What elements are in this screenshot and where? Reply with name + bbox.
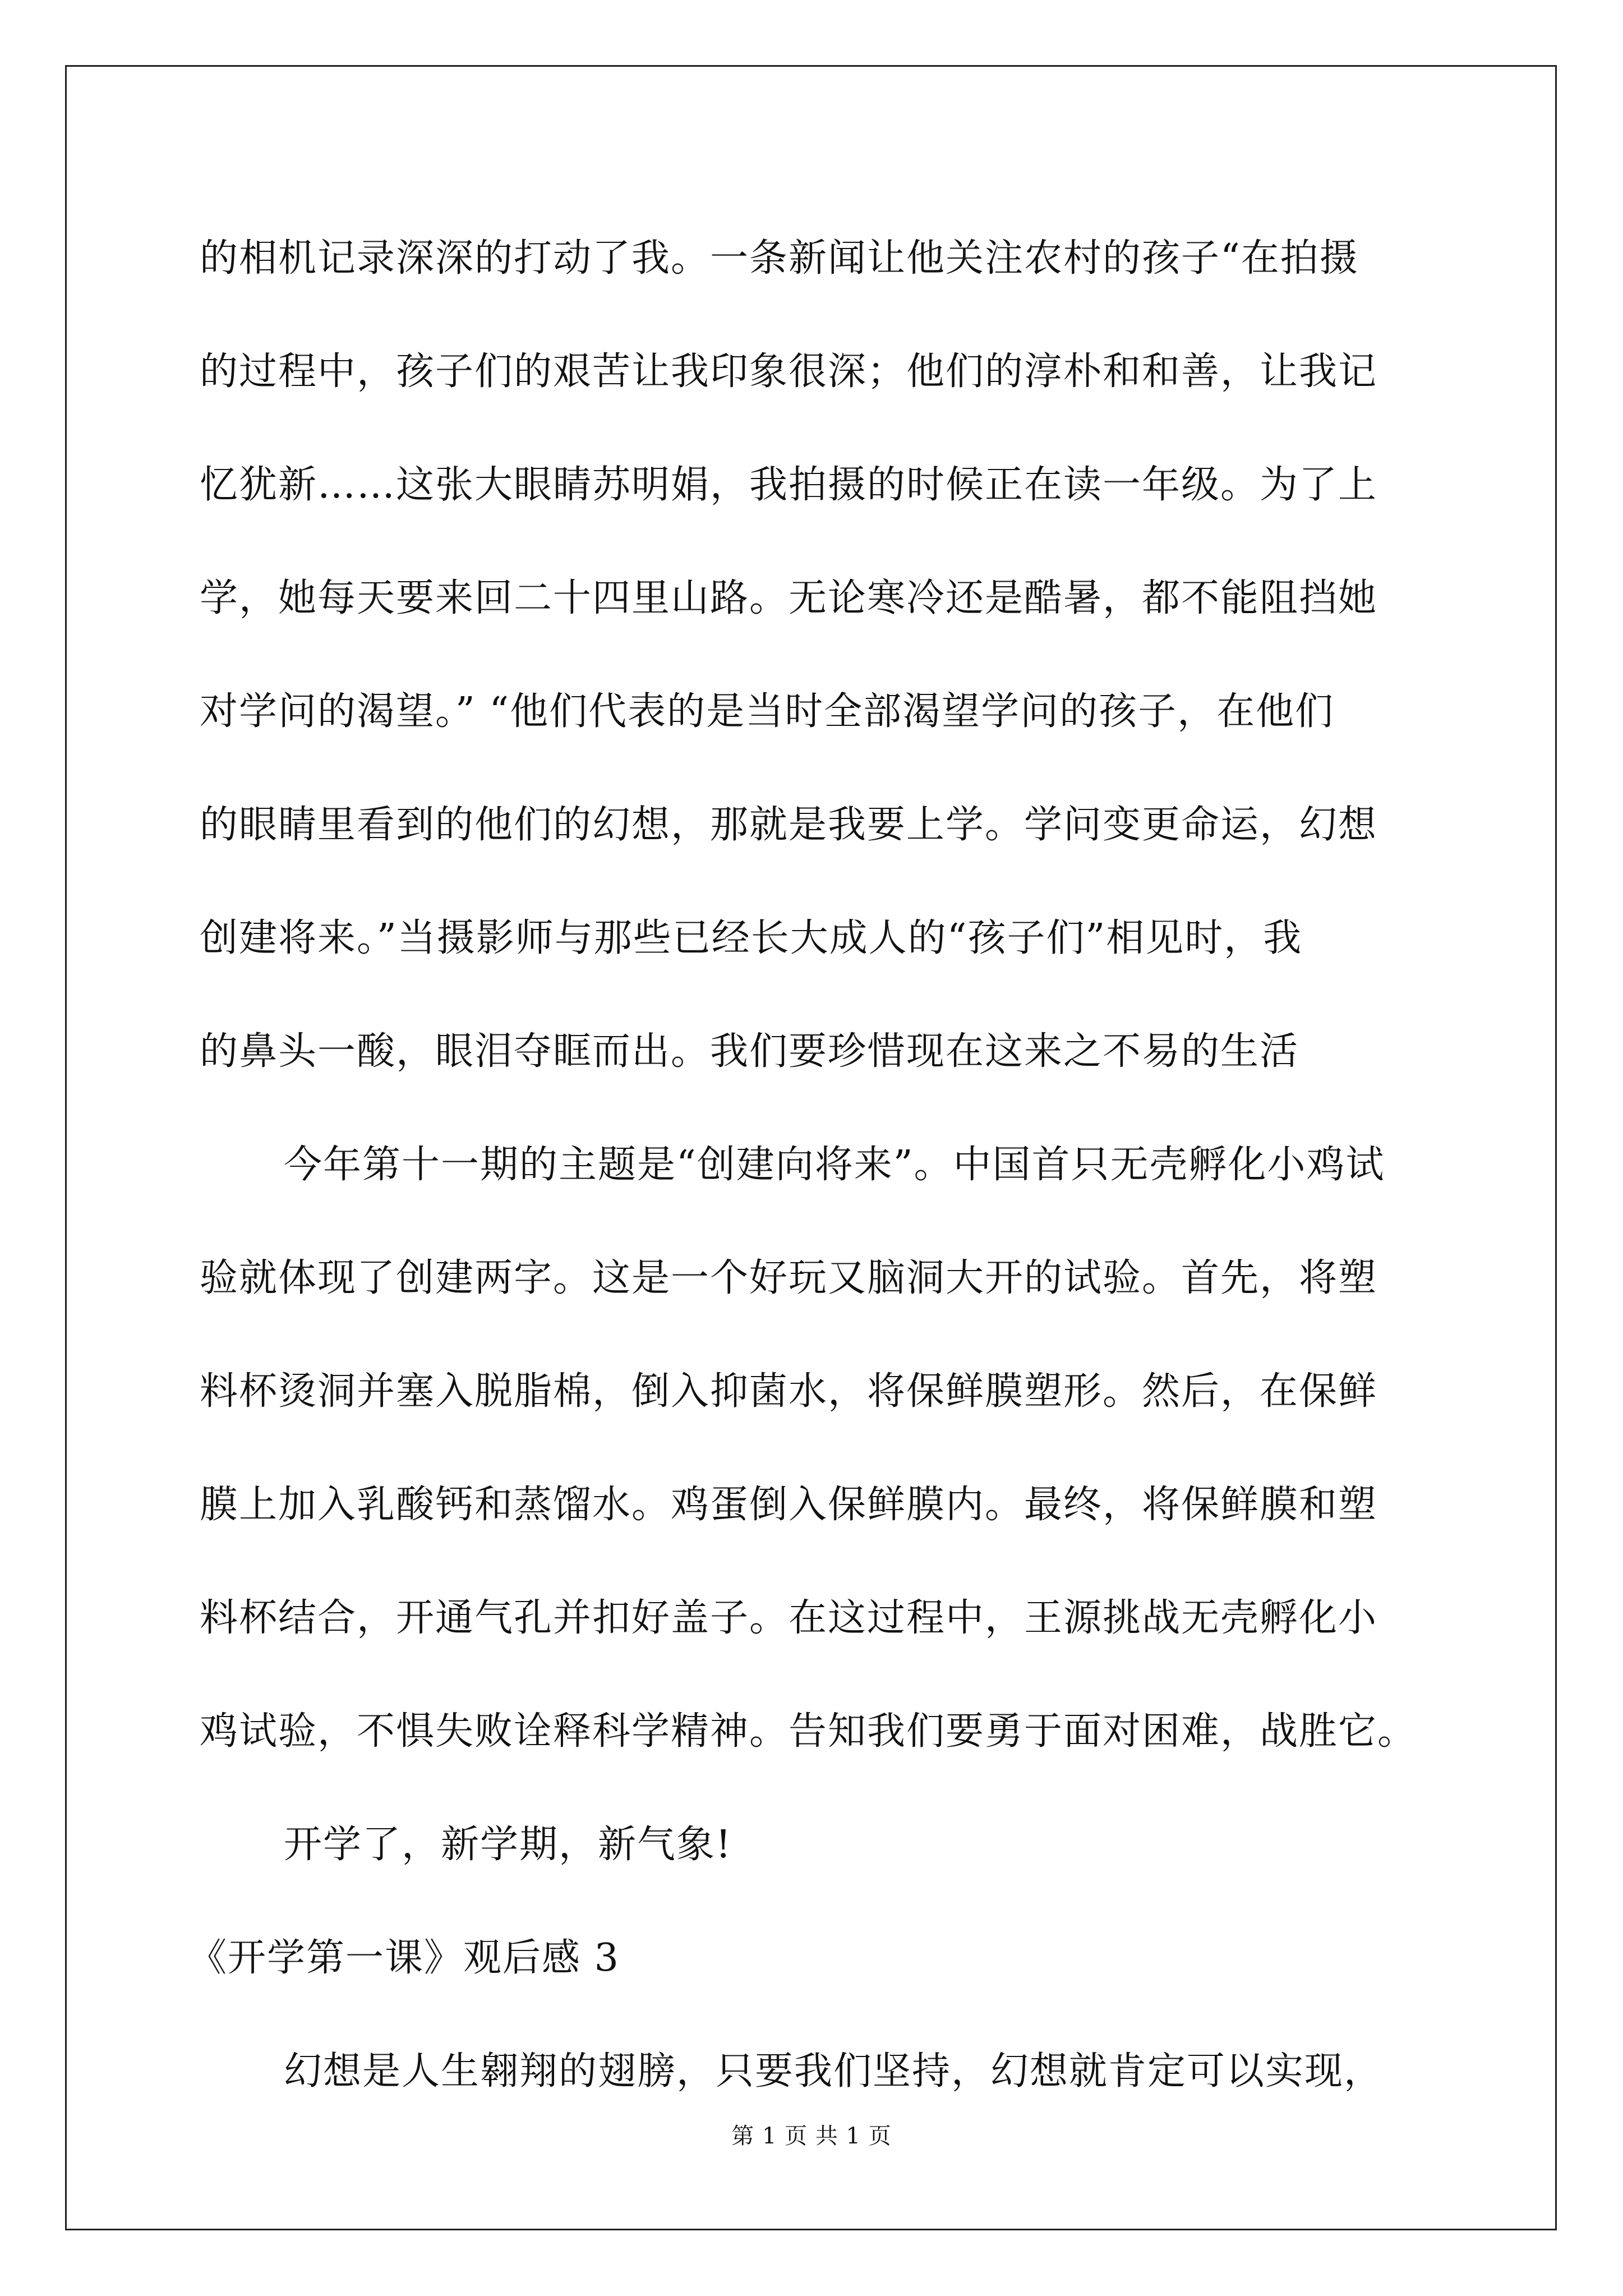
paragraph-line: 学，她每天要来回二十四里山路。无论寒冷还是酷暑，都不能阻挡她 xyxy=(200,576,1378,620)
paragraph-line: 对学问的渴望。” “他们代表的是当时全部渴望学问的孩子，在他们 xyxy=(200,689,1335,734)
paragraph-line: 料杯烫洞并塞入脱脂棉，倒入抑菌水，将保鲜膜塑形。然后，在保鲜 xyxy=(200,1369,1378,1414)
paragraph-line: 创建将来。”当摄影师与那些已经长大成人的“孩子们”相见时，我 xyxy=(200,916,1303,960)
paragraph-line: 的过程中，孩子们的艰苦让我印象很深；他们的淳朴和和善，让我记 xyxy=(200,349,1378,394)
paragraph-line: 的鼻头一酸，眼泪夺眶而出。我们要珍惜现在这来之不易的生活 xyxy=(200,1029,1299,1074)
paragraph-line: 幻想是人生翱翔的翅膀，只要我们坚持，幻想就肯定可以实现， xyxy=(284,2049,1384,2093)
page-number-footer: 第 1 页 共 1 页 xyxy=(731,2123,892,2149)
paragraph-line: 膜上加入乳酸钙和蒸馏水。鸡蛋倒入保鲜膜内。最终，将保鲜膜和塑 xyxy=(200,1483,1378,1527)
document-body xyxy=(188,202,1456,2128)
paragraph-line: 的相机记录深深的打动了我。一条新闻让他关注农村的孩子“在拍摄 xyxy=(200,236,1359,280)
paragraph-line: 忆犹新……这张大眼睛苏明娟，我拍摄的时候正在读一年级。为了上 xyxy=(200,463,1378,507)
paragraph-line: 鸡试验，不惧失败诠释科学精神。告知我们要勇于面对困难，战胜它。 xyxy=(200,1709,1417,1754)
paragraph-line: 料杯结合，开通气孔并扣好盖子。在这过程中，王源挑战无壳孵化小 xyxy=(200,1596,1378,1640)
paragraph-line: 验就体现了创建两字。这是一个好玩又脑洞大开的试验。首先，将塑 xyxy=(200,1256,1378,1300)
paragraph-line: 的眼睛里看到的他们的幻想，那就是我要上学。学问变更命运，幻想 xyxy=(200,803,1378,847)
section-heading: 《开学第一课》观后感 3 xyxy=(188,1936,620,1980)
paragraph-line: 今年第十一期的主题是“创建向将来”。中国首只无壳孵化小鸡试 xyxy=(284,1143,1385,1187)
paragraph-line: 开学了，新学期，新气象! xyxy=(284,1823,732,1867)
